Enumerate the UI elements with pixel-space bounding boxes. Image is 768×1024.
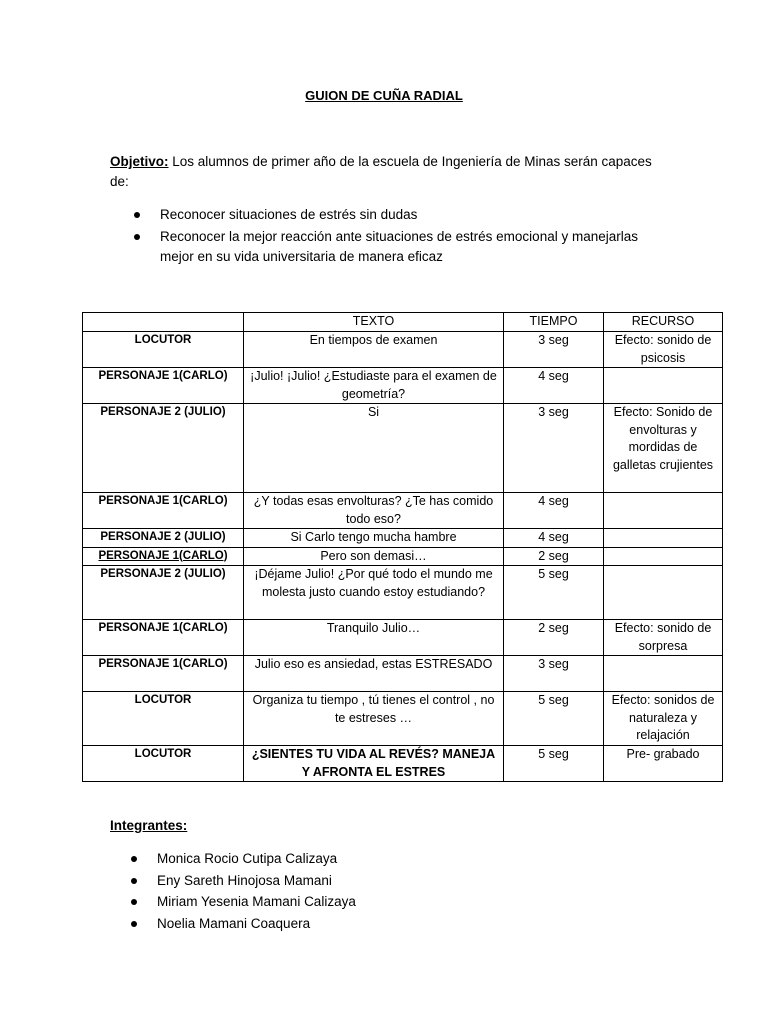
cell-text: Organiza tu tiempo , tú tienes el control , no te estreses … (244, 692, 504, 746)
table-row (83, 620, 723, 656)
table-row (83, 746, 723, 782)
bullet-icon (131, 878, 137, 884)
bullet-icon (131, 921, 137, 927)
objective-text: Los alumnos de primer año de la escuela de Ingeniería de Minas serán capaces de: (110, 154, 652, 189)
list-item: Miriam Yesenia Mamani Calizaya (131, 892, 531, 912)
document-title: GUION DE CUÑA RADIAL (305, 88, 463, 103)
bullet-icon (134, 212, 140, 218)
cell-resource (604, 566, 723, 620)
table-row (83, 493, 723, 529)
header-text: TEXTO (244, 313, 504, 332)
members-list (131, 849, 531, 935)
list-item: Reconocer la mejor reacción ante situaciones de estrés emocional y manejarlas mejor en su vida universitaria de manera eficaz (134, 227, 674, 267)
cell-character: PERSONAJE 1(CARLO) (83, 368, 244, 404)
cell-character: PERSONAJE 1(CARLO) (83, 493, 244, 529)
script-table (82, 312, 723, 782)
cell-time: 4 seg (504, 529, 604, 548)
bullet-icon (131, 899, 137, 905)
cell-time: 5 seg (504, 566, 604, 620)
list-item: Noelia Mamani Coaquera (131, 914, 531, 934)
cell-resource: Efecto: sonido de psicosis (604, 332, 723, 368)
cell-text: Si (244, 404, 504, 493)
cell-character: PERSONAJE 2 (JULIO) (83, 529, 244, 548)
header-time: TIEMPO (504, 313, 604, 332)
cell-text: ¿Y todas esas envolturas? ¿Te has comido todo eso? (244, 493, 504, 529)
cell-resource: Pre- grabado (604, 746, 723, 782)
cell-text: Si Carlo tengo mucha hambre (244, 529, 504, 548)
cell-character: PERSONAJE 2 (JULIO) (83, 404, 244, 493)
cell-time: 2 seg (504, 620, 604, 656)
table-row (83, 692, 723, 746)
cell-time: 5 seg (504, 746, 604, 782)
table-row (83, 566, 723, 620)
members-heading: Integrantes: (110, 818, 188, 833)
cell-resource (604, 368, 723, 404)
cell-time: 3 seg (504, 404, 604, 493)
table-row (83, 404, 723, 493)
cell-character: LOCUTOR (83, 332, 244, 368)
objective-label: Objetivo: (110, 154, 169, 169)
table-row (83, 529, 723, 548)
cell-text: ¡Déjame Julio! ¿Por qué todo el mundo me molesta justo cuando estoy estudiando? (244, 566, 504, 620)
cell-character: PERSONAJE 1(CARLO) (83, 547, 244, 566)
cell-time: 3 seg (504, 656, 604, 692)
cell-character: PERSONAJE 2 (JULIO) (83, 566, 244, 620)
cell-time: 4 seg (504, 368, 604, 404)
cell-resource: Efecto: sonidos de naturaleza y relajación (604, 692, 723, 746)
table-row (83, 547, 723, 566)
cell-text: Julio eso es ansiedad, estas ESTRESADO (244, 656, 504, 692)
bullet-icon (134, 234, 140, 240)
list-item: Monica Rocio Cutipa Calizaya (131, 849, 531, 869)
cell-time: 3 seg (504, 332, 604, 368)
header-resource: RECURSO (604, 313, 723, 332)
cell-time: 4 seg (504, 493, 604, 529)
cell-character: PERSONAJE 1(CARLO) (83, 620, 244, 656)
header-character (83, 313, 244, 332)
cell-text: Tranquilo Julio… (244, 620, 504, 656)
objective-paragraph (110, 152, 670, 192)
cell-resource (604, 656, 723, 692)
cell-resource (604, 493, 723, 529)
objective-list (134, 205, 674, 269)
cell-time: 2 seg (504, 547, 604, 566)
cell-character: PERSONAJE 1(CARLO) (83, 656, 244, 692)
cell-resource (604, 547, 723, 566)
cell-time: 5 seg (504, 692, 604, 746)
cell-text: ¿SIENTES TU VIDA AL REVÉS? MANEJA Y AFRONTA EL ESTRES (244, 746, 504, 782)
cell-character: LOCUTOR (83, 746, 244, 782)
table-header-row (83, 313, 723, 332)
cell-resource: Efecto: sonido de sorpresa (604, 620, 723, 656)
list-item: Reconocer situaciones de estrés sin dudas (134, 205, 674, 225)
cell-character: LOCUTOR (83, 692, 244, 746)
cell-resource (604, 529, 723, 548)
table-row (83, 656, 723, 692)
cell-text: Pero son demasi… (244, 547, 504, 566)
table-row (83, 332, 723, 368)
list-item: Eny Sareth Hinojosa Mamani (131, 871, 531, 891)
bullet-icon (131, 856, 137, 862)
table-row (83, 368, 723, 404)
cell-resource: Efecto: Sonido de envolturas y mordidas de galletas crujientes (604, 404, 723, 493)
cell-text: En tiempos de examen (244, 332, 504, 368)
cell-text: ¡Julio! ¡Julio! ¿Estudiaste para el examen de geometría? (244, 368, 504, 404)
